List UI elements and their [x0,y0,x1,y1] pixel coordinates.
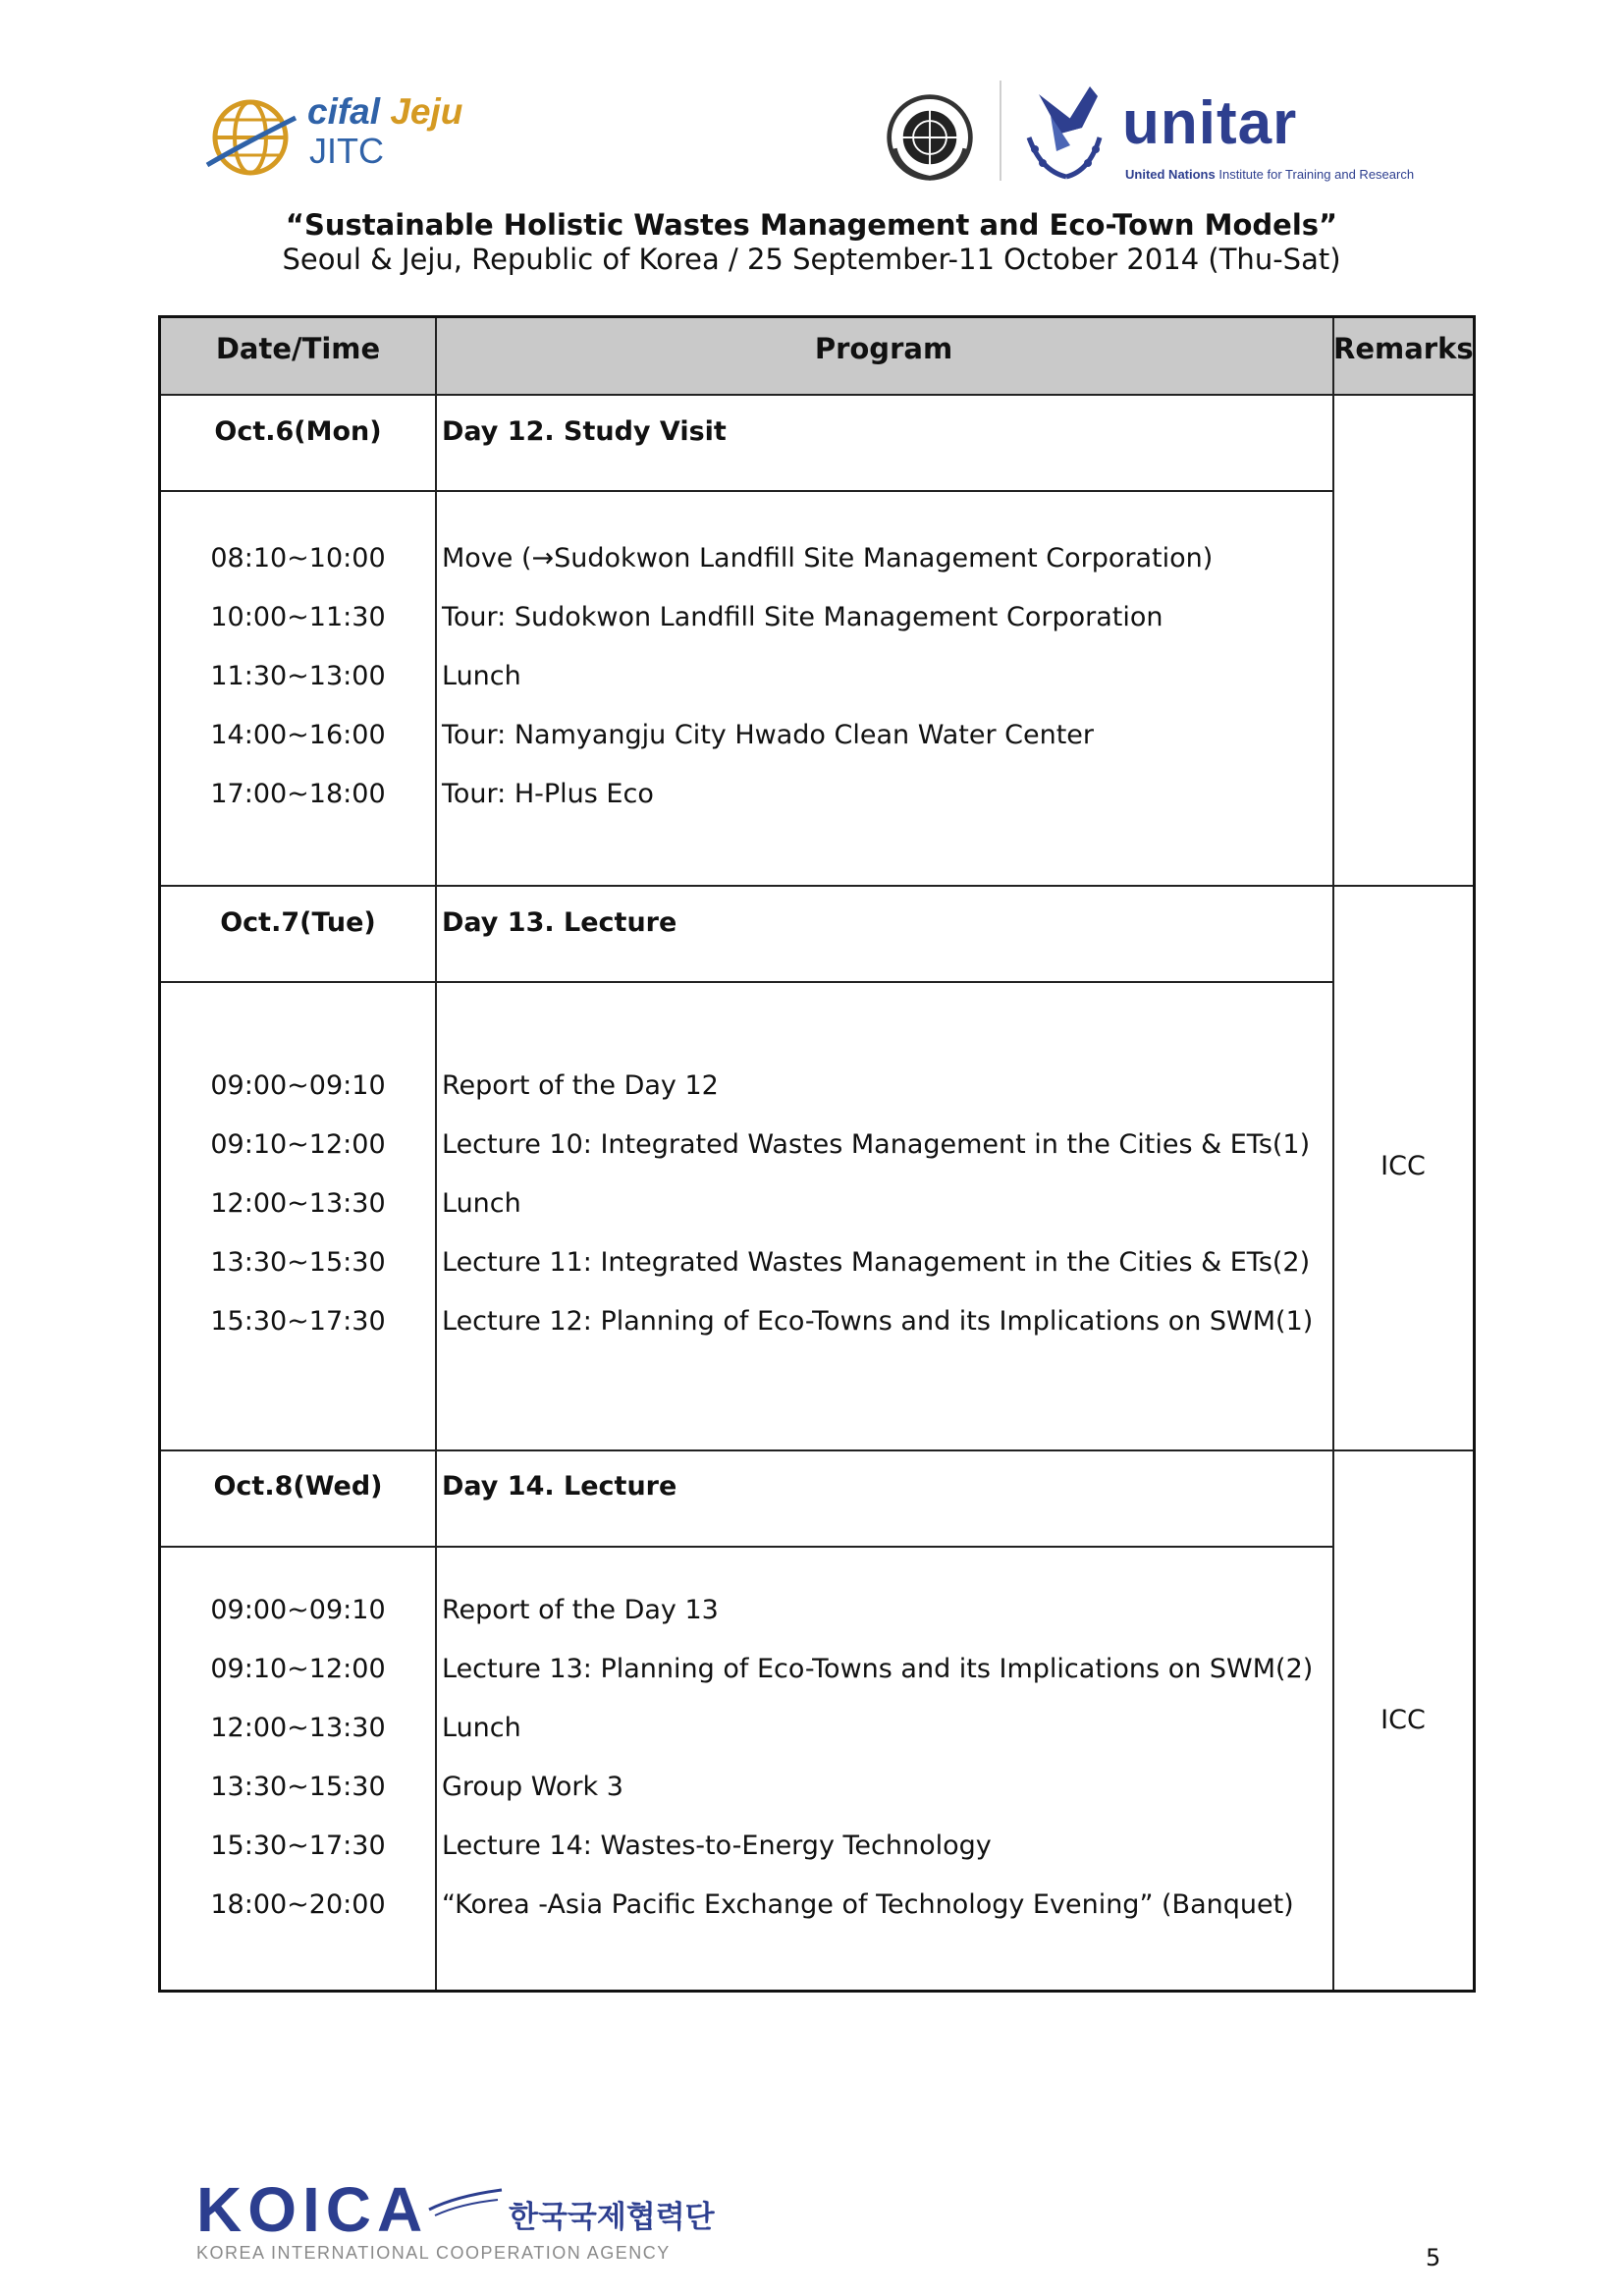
session-time: 12:00~13:30 [210,1713,386,1743]
session-program: Lunch [442,661,521,691]
session-program: Lecture 12: Planning of Eco-Towns and its Implications on SWM(1) [442,1306,1314,1337]
cifal-jeju-logo [201,83,496,182]
day-title: Day 12. Study Visit [442,416,727,447]
session-program: Lunch [442,1713,521,1743]
row-divider [161,490,1333,492]
koica-full-name: KOREA INTERNATIONAL COOPERATION AGENCY [196,2243,671,2263]
koica-korean-name: 한국국제협력단 [509,2200,715,2235]
session-program: Tour: H-Plus Eco [442,779,654,809]
session-program: Lecture 13: Planning of Eco-Towns and its Implications on SWM(2) [442,1654,1314,1684]
header-date-time: Date/Time [215,332,381,365]
row-divider [161,981,1333,983]
session-time: 15:30~17:30 [210,1831,386,1861]
row-divider [161,1449,1473,1451]
session-time: 12:00~13:30 [210,1188,386,1219]
session-time: 11:30~13:00 [210,661,386,691]
document-subtitle: Seoul & Jeju, Republic of Korea / 25 September-11 October 2014 (Thu-Sat) [282,243,1341,276]
header-program: Program [814,332,953,365]
koica-swoosh-icon [427,2182,506,2221]
row-divider [161,394,1473,396]
session-time: 13:30~15:30 [210,1247,386,1278]
session-time: 15:30~17:30 [210,1306,386,1337]
row-divider [161,1546,1333,1548]
schedule-table [158,315,1476,1993]
day-title: Day 13. Lecture [442,907,677,938]
cifal-globe-icon [201,88,299,187]
session-program: “Korea -Asia Pacific Exchange of Technology Evening” (Banquet) [442,1889,1294,1920]
unitar-wordmark: unitar [1122,89,1298,157]
remark-cell: ICC [1380,1705,1426,1735]
day-date: Oct.8(Wed) [213,1471,383,1502]
row-divider [161,885,1473,887]
document-title: “Sustainable Holistic Wastes Management and Eco-Town Models” [285,208,1338,242]
day-title: Day 14. Lecture [442,1471,677,1502]
un-emblem-icon [884,91,976,184]
unitar-bird-icon [1021,77,1109,185]
session-program: Report of the Day 13 [442,1595,719,1625]
logo-divider [1000,81,1001,181]
session-time: 09:10~12:00 [210,1654,386,1684]
column-divider [435,318,437,1990]
session-time: 09:10~12:00 [210,1129,386,1160]
session-time: 09:00~09:10 [210,1070,386,1101]
session-program: Tour: Namyangju City Hwado Clean Water Center [442,720,1095,750]
session-program: Lecture 14: Wastes-to-Energy Technology [442,1831,992,1861]
page-number: 5 [1426,2244,1441,2271]
session-program: Report of the Day 12 [442,1070,719,1101]
day-date: Oct.7(Tue) [220,907,376,938]
cifal-wordmark: cifal Jeju [307,91,463,132]
session-program: Lecture 10: Integrated Wastes Management in the Cities & ETs(1) [442,1129,1311,1160]
session-time: 17:00~18:00 [210,779,386,809]
session-time: 10:00~11:30 [210,602,386,632]
koica-logo [196,2174,785,2267]
unitar-tagline: United Nations Institute for Training and Research [1125,167,1415,182]
koica-wordmark: KOICA [196,2174,429,2245]
session-time: 09:00~09:10 [210,1595,386,1625]
jitc-wordmark: JITC [309,131,384,171]
session-time: 18:00~20:00 [210,1889,386,1920]
session-time: 08:10~10:00 [210,543,386,574]
header-remarks: Remarks [1333,332,1474,365]
session-time: 14:00~16:00 [210,720,386,750]
remark-cell: ICC [1380,1151,1426,1181]
session-program: Move (→Sudokwon Landfill Site Management Corporation) [442,543,1214,574]
day-date: Oct.6(Mon) [214,416,382,447]
session-program: Tour: Sudokwon Landfill Site Management Corporation [442,602,1163,632]
session-program: Lunch [442,1188,521,1219]
session-program: Lecture 11: Integrated Wastes Management in the Cities & ETs(2) [442,1247,1311,1278]
session-time: 13:30~15:30 [210,1772,386,1802]
session-program: Group Work 3 [442,1772,623,1802]
